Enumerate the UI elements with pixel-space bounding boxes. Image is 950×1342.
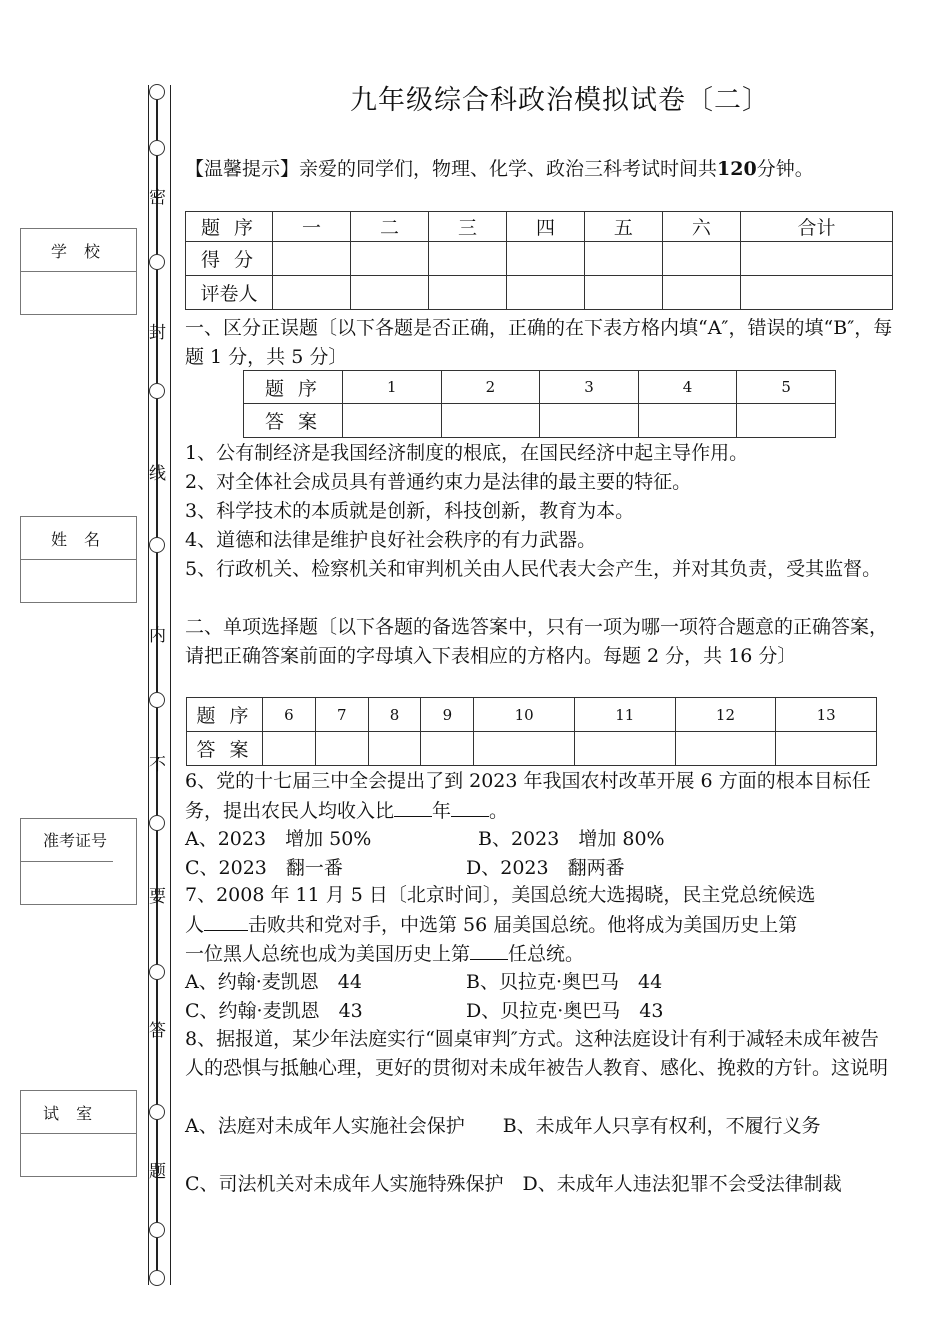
exam-id-field (20, 818, 137, 905)
score-header: 五 (584, 212, 662, 242)
s2-header: 12 (675, 698, 776, 732)
q6-option-c: C、2023 翻一番 (185, 857, 343, 879)
score-cell[interactable] (740, 276, 892, 310)
s1-answer-label: 答 案 (244, 404, 343, 438)
score-header: 二 (350, 212, 428, 242)
score-cell[interactable] (740, 242, 892, 276)
score-cell[interactable] (662, 276, 740, 310)
tip-suffix: 分钟。 (756, 158, 814, 180)
score-cell[interactable] (662, 242, 740, 276)
q6-blank-2 (451, 796, 489, 817)
q6-stem (185, 767, 895, 826)
s1-header: 5 (737, 371, 836, 404)
school-input[interactable] (21, 272, 136, 314)
binding-hole (149, 1104, 165, 1120)
q7-line-1: 7、2008 年 11 月 5 日〔北京时间〕，美国总统大选揭晓，民主党总统候选 (185, 884, 816, 906)
q7-line2-a: 人 (185, 914, 205, 936)
s1-answer-cell[interactable] (540, 404, 639, 438)
binding-line-right (170, 85, 171, 1285)
binding-hole (149, 1222, 165, 1238)
seal-char: 要 (149, 887, 166, 907)
name-field (20, 516, 137, 603)
q7-line-3 (185, 939, 584, 969)
room-label: 试 室 (21, 1091, 136, 1134)
q7-line3-a: 一位黑人总统也成为美国历史上第 (185, 943, 471, 965)
q7-option-d: D、贝拉克·奥巴马 43 (466, 1000, 664, 1022)
score-table (185, 211, 893, 310)
tip-prefix: 【温馨提示】亲爱的同学们，物理、化学、政治三科考试时间共 (185, 158, 718, 180)
exam-id-input[interactable] (21, 862, 136, 904)
section2-heading: 二、单项选择题〔以下各题的备选答案中，只有一项为哪一项符合题意的正确答案，请把正确答案前面的字母填入下表相应的方格内。每题 2 分，共 16 分〕 (185, 616, 889, 667)
score-cell[interactable] (584, 242, 662, 276)
score-header: 一 (273, 212, 351, 242)
binding-hole (149, 692, 165, 708)
s2-header: 10 (474, 698, 575, 732)
name-label: 姓 名 (21, 517, 136, 560)
score-header: 合计 (740, 212, 892, 242)
s2-header: 6 (263, 698, 316, 732)
score-cell[interactable] (506, 242, 584, 276)
binding-hole (149, 964, 165, 980)
q7-option-b: B、贝拉克·奥巴马 44 (466, 971, 663, 993)
s1-item: 4、道德和法律是维护良好社会秩序的有力武器。 (185, 529, 597, 551)
q6-option-a: A、2023 增加 50% (185, 828, 372, 850)
s1-answer-cell[interactable] (343, 404, 442, 438)
s1-item: 2、对全体社会成员具有普通约束力是法律的最主要的特征。 (185, 471, 692, 493)
page-title: 九年级综合科政治模拟试卷〔二〕 (350, 85, 770, 116)
seal-char: 答 (149, 1021, 166, 1041)
school-field (20, 228, 137, 315)
name-input[interactable] (21, 560, 136, 602)
score-row-label: 得 分 (186, 242, 273, 276)
score-row-label: 评卷人 (186, 276, 273, 310)
section1-heading: 一、区分正误题〔以下各题是否正确，正确的在下表方格内填“A″，错误的填“B″，每题 1 分，共 5 分〕 (185, 317, 893, 368)
binding-hole (149, 84, 165, 100)
q7-line2-b: 击败共和党对手，中选第 56 届美国总统。他将成为美国历史上第 (248, 914, 798, 936)
q6-option-b: B、2023 增加 80% (478, 828, 665, 850)
s2-header: 9 (421, 698, 474, 732)
s1-answer-cell[interactable] (441, 404, 540, 438)
s2-answer-cell[interactable] (315, 732, 368, 766)
school-label: 学 校 (21, 229, 136, 272)
room-input[interactable] (21, 1134, 136, 1176)
s1-item: 5、行政机关、检察机关和审判机关由人民代表大会产生，并对其负责，受其监督。 (185, 558, 882, 580)
seal-char: 线 (149, 464, 166, 484)
s2-header: 13 (776, 698, 877, 732)
s1-item: 3、科学技术的本质就是创新，科技创新，教育为本。 (185, 500, 635, 522)
s2-answer-cell[interactable] (368, 732, 421, 766)
score-cell[interactable] (506, 276, 584, 310)
seal-char: 内 (149, 626, 166, 646)
s2-answer-label: 答 案 (187, 732, 263, 766)
s1-answer-cell[interactable] (638, 404, 737, 438)
q6-text-b: 年 (432, 800, 452, 822)
tip-minutes: 120 (717, 158, 757, 180)
score-cell[interactable] (428, 276, 506, 310)
q7-blank-2 (470, 939, 508, 960)
score-cell[interactable] (584, 276, 662, 310)
q6-blank-1 (394, 796, 432, 817)
score-header: 题 序 (186, 212, 273, 242)
s1-header: 3 (540, 371, 639, 404)
s2-answer-cell[interactable] (675, 732, 776, 766)
q7-line3-b: 任总统。 (508, 943, 585, 965)
tip-paragraph (185, 155, 895, 184)
score-header: 六 (662, 212, 740, 242)
s1-item: 1、公有制经济是我国经济制度的根底，在国民经济中起主导作用。 (185, 442, 749, 464)
binding-hole (149, 140, 165, 156)
s1-answer-cell[interactable] (737, 404, 836, 438)
q6-text-c: 。 (489, 800, 509, 822)
q8-stem: 8、据报道，某少年法庭实行“圆桌审判″方式。这种法庭设计有利于减轻未成年被告人的恐惧与抵触心理，更好的贯彻对未成年被告人教育、感化、挽救的方针。这说明 (185, 1028, 889, 1079)
q6-text-a: 6、党的十七届三中全会提出了到 2023 年我国农村改革开展 6 方面的根本目标任务，提出农民人均收入比 (185, 770, 871, 822)
score-cell[interactable] (273, 242, 351, 276)
s2-answer-cell[interactable] (474, 732, 575, 766)
s2-header: 7 (315, 698, 368, 732)
s2-answer-cell[interactable] (263, 732, 316, 766)
score-cell[interactable] (273, 276, 351, 310)
score-cell[interactable] (428, 242, 506, 276)
binding-hole (149, 254, 165, 270)
s1-header: 1 (343, 371, 442, 404)
q8-options-cd: C、司法机关对未成年人实施特殊保护 D、未成年人违法犯罪不会受法律制裁 (185, 1173, 842, 1195)
section1-answer-table (243, 370, 836, 438)
binding-hole (149, 1270, 165, 1286)
s2-header: 题 序 (187, 698, 263, 732)
exam-id-label: 准考证号 (21, 819, 113, 862)
s2-answer-cell[interactable] (421, 732, 474, 766)
s1-header: 2 (441, 371, 540, 404)
section2-answer-table (186, 697, 877, 766)
seal-char: 密 (149, 188, 166, 208)
seal-char: 封 (149, 323, 166, 343)
q7-line-2 (185, 910, 797, 940)
s2-answer-cell[interactable] (574, 732, 675, 766)
room-field (20, 1090, 137, 1177)
seal-char: 不 (149, 755, 166, 775)
binding-hole (149, 383, 165, 399)
binding-hole (149, 815, 165, 831)
q7-blank-1 (204, 910, 248, 931)
s2-header: 8 (368, 698, 421, 732)
seal-char: 题 (149, 1162, 166, 1182)
score-cell[interactable] (350, 242, 428, 276)
binding-hole (149, 537, 165, 553)
s1-header: 4 (638, 371, 737, 404)
score-header: 四 (506, 212, 584, 242)
s1-header: 题 序 (244, 371, 343, 404)
q6-option-d: D、2023 翻两番 (466, 857, 625, 879)
s2-answer-cell[interactable] (776, 732, 877, 766)
q8-options-ab: A、法庭对未成年人实施社会保护 B、未成年人只享有权利，不履行义务 (185, 1115, 821, 1137)
score-header: 三 (428, 212, 506, 242)
s2-header: 11 (574, 698, 675, 732)
score-cell[interactable] (350, 276, 428, 310)
q7-option-c: C、约翰·麦凯恩 43 (185, 1000, 363, 1022)
q7-option-a: A、约翰·麦凯恩 44 (185, 971, 362, 993)
